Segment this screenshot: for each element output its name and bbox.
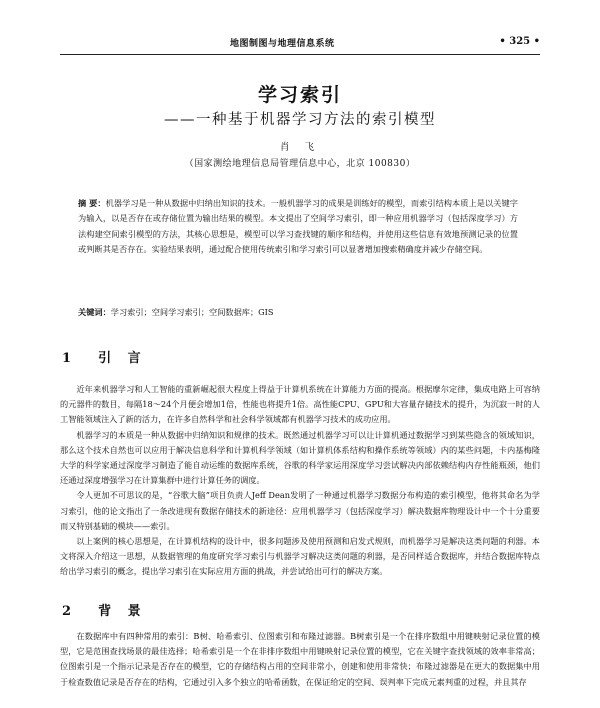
paper-title: 学习索引 bbox=[257, 84, 342, 106]
keywords-text: 学习索引；空间学习索引；空间数据库；GIS bbox=[110, 307, 274, 317]
paragraph: 在数据库中有四种常用的索引：B树、哈希索引、位图索引和布隆过滤器。B树索引是一个在排序数组中用键映射记录位置的模型，它是范围查找场景的最佳选择；哈希索引是一个在非排序数组中用键映射记录位置的模型，它在关键字查找领域的效率非常高；位图索引是一个指示记录是否存在的模型，它的存储结构占用的空间非常小，创建和使用非常快；布隆过滤器是在更大的数据集中用于检查数值记录是否存在的结构，它通过引入多个独立的哈希函数，在保证给定的空间、误判率下完成元素判重的过程，并且其存 bbox=[60, 631, 540, 687]
paragraph: 以上案例的核心思想是，在计算机结构的设计中，很多问题涉及使用预测和启发式规则，而机器学习是解决这类问题的利器。本文将深入介绍这一思想，从数据管理的角度研究学习索引与机器学习解决这类问题的利器，是否同样适合数据库，并结合数据库特点给出学习索引的概念，提出学习索引在实际应用方面的挑战，并尝试给出可行的解决方案。 bbox=[60, 536, 540, 577]
section-title: 背 景 bbox=[98, 604, 147, 619]
paragraph: 令人更加不可思议的是，“谷歌大脑”项目负责人Jeff Dean发明了一种通过机器学习数据分布构造的索引模型，他将其命名为学习索引，他的论文指出了一条改进现有数据存储技术的新途径：应用机器学习（包括深度学习）解决数据库物理设计中一个十分重要而又特别基础的模块——索引。 bbox=[60, 490, 540, 531]
section-number: 2 bbox=[62, 604, 78, 619]
keywords bbox=[78, 305, 518, 319]
affiliation: （国家测绘地理信息局管理信息中心，北京 100830） bbox=[184, 159, 416, 169]
abstract-text: 机器学习是一种从数据中归纳出知识的技术。一般机器学习的成果是训练好的模型，而索引结构本质上是以关键字为输入，以是否存在或存储位置为输出结果的模型。本文提出了空间学习索引，即一种应用机器学习（包括深度学习）方法构建空间索引模型的方法，其核心思想是，模型可以学习查找键的顺序和结构，并使用这些信息有效地预测记录的位置或判断其是否存在。实验结果表明，通过配合使用传统索引和学习索引可以显著增加搜索精确度并减少存储空间。 bbox=[78, 198, 518, 254]
section-number: 1 bbox=[62, 351, 78, 366]
running-header bbox=[60, 36, 540, 52]
page-number: • 325 • bbox=[499, 36, 540, 47]
keywords-label: 关键词： bbox=[78, 307, 111, 317]
background-body bbox=[60, 629, 540, 690]
section-title: 引 言 bbox=[98, 351, 147, 366]
abstract bbox=[78, 196, 518, 257]
paper-subtitle: ——一种基于机器学习方法的索引模型 bbox=[164, 112, 436, 128]
journal-name: 地图制图与地理信息系统 bbox=[230, 39, 335, 49]
header-rule bbox=[60, 54, 540, 55]
section-heading-introduction bbox=[62, 347, 147, 366]
introduction-body bbox=[60, 382, 540, 580]
paragraph: 近年来机器学习和人工智能的重新崛起很大程度上得益于计算机系统在计算能力方面的提高。根据摩尔定律，集成电路上可容纳的元器件的数目，每隔18～24个月便会增加1倍，性能也将提升1倍。高性能CPU、GPU和大容量存储技术的提升，为沉寂一时的人工智能领域注入了新的活力，在许多自然科学和社会科学领域都有机器学习技术的成功应用。 bbox=[60, 384, 540, 425]
section-heading-background bbox=[62, 600, 147, 619]
abstract-label: 摘 要： bbox=[78, 198, 106, 208]
author: 肖 飞 bbox=[279, 142, 321, 153]
paragraph: 机器学习的本质是一种从数据中归纳知识和规律的技术。既然通过机器学习可以让计算机通过数据学习到某些隐含的领域知识，那么这个技术自然也可以应用于解决信息科学和计算机科学领域（如计算机体系结构和操作系统等领域）内的某些问题，卡内基梅隆大学的科学家通过深度学习制造了能自动运维的数据库系统，谷歌的科学家运用深度学习尝试解决内部依赖结构内存性能瓶颈，他们还通过深度增强学习在计算集群中进行计算任务的调度。 bbox=[60, 429, 540, 486]
